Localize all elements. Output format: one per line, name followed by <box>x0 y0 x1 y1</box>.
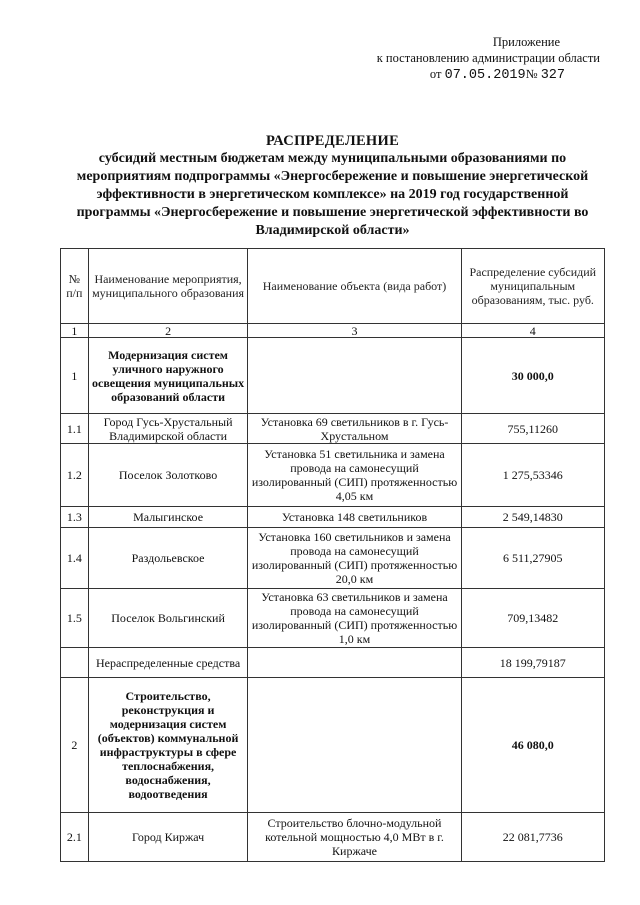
title-heading: РАСПРЕДЕЛЕНИЕ <box>265 133 400 149</box>
appendix-date-line <box>360 66 600 84</box>
appendix-header <box>360 34 600 84</box>
table-row <box>61 813 605 862</box>
row-number: 1.5 <box>61 589 89 648</box>
row-amount: 22 081,7736 <box>461 813 604 862</box>
subtitle-line-5: Владимирской области» <box>255 223 410 238</box>
row-object: Установка 148 светильников <box>248 507 461 528</box>
row-activity: Модернизация систем уличного наружного освещения муниципальных образований области <box>88 338 248 414</box>
appendix-decree-ref: к постановлению администрации области <box>376 51 600 65</box>
row-object: Установка 160 светильников и замена провода на самонесущий изолированный (СИП) протяженностью 20,0 км <box>248 528 461 589</box>
row-activity: Малыгинское <box>88 507 248 528</box>
column-number-row <box>61 324 605 338</box>
decree-number: 327 <box>540 68 565 83</box>
decree-date: 07.05.2019 <box>444 68 526 83</box>
header-object: Наименование объекта (вида работ) <box>248 249 461 324</box>
table-row-unallocated <box>61 648 605 678</box>
row-object <box>248 648 461 678</box>
distribution-table <box>60 248 605 862</box>
row-activity: Город Гусь-Хрустальный Владимирской области <box>88 414 248 444</box>
row-activity: Поселок Вольгинский <box>88 589 248 648</box>
row-object: Установка 63 светильников и замена провода на самонесущий изолированный (СИП) протяженностью 1,0 км <box>248 589 461 648</box>
number-label: № <box>525 67 538 81</box>
row-number: 2 <box>61 678 89 813</box>
row-object <box>248 678 461 813</box>
appendix-label: Приложение <box>492 35 560 49</box>
column-number: 1 <box>61 324 89 338</box>
row-amount: 2 549,14830 <box>461 507 604 528</box>
table-row <box>61 414 605 444</box>
row-amount: 18 199,79187 <box>461 648 604 678</box>
subtitle-line-3: эффективности в энергетическом комплексе» на 2019 год государственной <box>96 187 569 202</box>
row-object: Строительство блочно-модульной котельной мощностью 4,0 МВт в г. Киржаче <box>248 813 461 862</box>
row-object <box>248 338 461 414</box>
row-number: 1 <box>61 338 89 414</box>
document-title <box>60 132 605 240</box>
column-number: 2 <box>88 324 248 338</box>
row-amount: 755,11260 <box>461 414 604 444</box>
subtitle-line-1: субсидий местным бюджетам между муниципальными образованиями по <box>98 151 567 166</box>
header-number: № п/п <box>61 249 89 324</box>
table-row <box>61 678 605 813</box>
row-amount: 46 080,0 <box>461 678 604 813</box>
table-row <box>61 507 605 528</box>
row-object: Установка 69 светильников в г. Гусь-Хрустальном <box>248 414 461 444</box>
row-number: 1.4 <box>61 528 89 589</box>
row-activity: Нераспределенные средства <box>88 648 248 678</box>
row-number <box>61 648 89 678</box>
row-amount: 709,13482 <box>461 589 604 648</box>
subtitle-line-2: мероприятиям подпрограммы «Энергосбережение и повышение энергетической <box>76 169 589 184</box>
subtitle-line-4: программы «Энергосбережение и повышение энергетической эффективности во <box>76 205 589 220</box>
row-number: 1.1 <box>61 414 89 444</box>
row-activity: Строительство, реконструкция и модернизация систем (объектов) коммунальной инфраструктуры в сфере теплоснабжения, водоснабжения, водоотведения <box>88 678 248 813</box>
row-activity: Раздольевское <box>88 528 248 589</box>
row-amount: 6 511,27905 <box>461 528 604 589</box>
row-number: 1.2 <box>61 444 89 507</box>
row-activity: Поселок Золотково <box>88 444 248 507</box>
row-amount: 1 275,53346 <box>461 444 604 507</box>
table-row <box>61 528 605 589</box>
row-number: 1.3 <box>61 507 89 528</box>
row-object: Установка 51 светильника и замена провода на самонесущий изолированный (СИП) протяженностью 4,05 км <box>248 444 461 507</box>
row-amount: 30 000,0 <box>461 338 604 414</box>
row-activity: Город Киржач <box>88 813 248 862</box>
header-activity: Наименование мероприятия, муниципального образования <box>88 249 248 324</box>
table-header-row <box>61 249 605 324</box>
table-row <box>61 444 605 507</box>
table-row <box>61 338 605 414</box>
from-label: от <box>429 67 442 81</box>
column-number: 3 <box>248 324 461 338</box>
row-number: 2.1 <box>61 813 89 862</box>
column-number: 4 <box>461 324 604 338</box>
table-row <box>61 589 605 648</box>
header-amount: Распределение субсидий муниципальным образованиям, тыс. руб. <box>461 249 604 324</box>
